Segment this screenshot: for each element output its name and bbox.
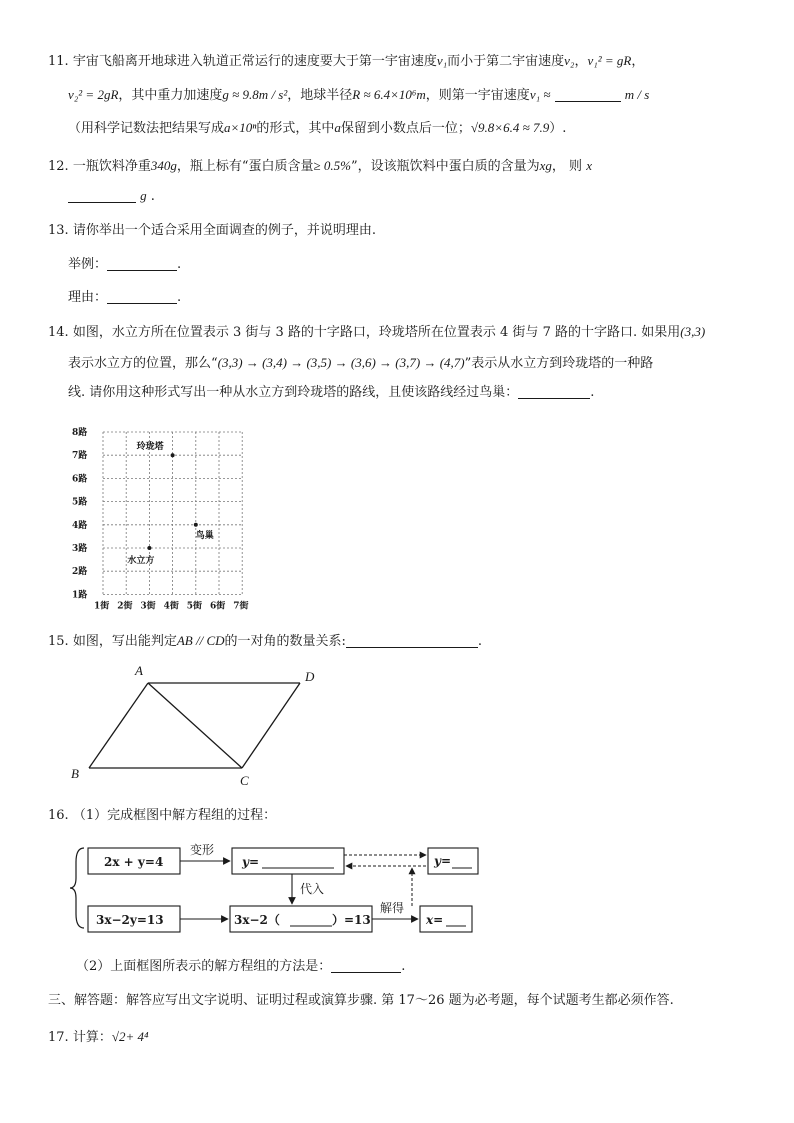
road-label: 3路	[72, 544, 88, 554]
cube-point	[147, 546, 151, 550]
q14-line3: 线. 请你用这种形式写出一种从水立方到玲珑塔的路线，且使该路线经过鸟巢： .	[68, 385, 595, 400]
q11-line1: 11. 宇宙飞船离开地球进入轨道正常运行的速度要大于第一宇宙速度v₁而小于第二宇宙速度v₂，v₁² = gR，	[48, 53, 645, 69]
cube-label: 水立方	[127, 556, 155, 566]
street-label: 7街	[233, 601, 249, 612]
system-brace	[70, 848, 84, 928]
q14-line2: 表示水立方的位置，那么“(3,3) → (3,4) → (3,5) → (3,6) → (3,7) → (4,7)”表示从水立方到玲珑塔的一种路	[68, 355, 654, 371]
road-label: 7路	[72, 451, 88, 462]
q12-line1: 12. 一瓶饮料净重340g，瓶上标有“蛋白质含量≥ 0.5%”，设该瓶饮料中蛋白质的含量为xg， 则 x	[48, 158, 592, 174]
q17-line1: 17. 计算：√2+ 4⁴	[48, 1029, 149, 1045]
tower-label: 玲珑塔	[136, 442, 164, 453]
transform-label: 变形	[190, 843, 215, 857]
label-c: C	[240, 773, 249, 788]
substituted-equation-left: 3x−2（	[234, 913, 280, 927]
q13-reason: 理由： .	[68, 290, 182, 305]
q13-number: 13.	[48, 223, 69, 238]
y-expression-label: y=	[242, 855, 260, 869]
q13-reason-blank[interactable]	[107, 289, 177, 304]
street-label: 5街	[186, 601, 203, 612]
segment-cd	[242, 683, 300, 768]
y-result-label: y=	[434, 854, 452, 868]
x-result-label: x=	[426, 913, 444, 927]
nest-point	[194, 523, 198, 527]
q14-number: 14.	[48, 325, 69, 340]
street-label: 2街	[117, 601, 133, 612]
road-label: 1路	[72, 590, 88, 601]
label-b: B	[71, 766, 79, 781]
q15-answer-blank[interactable]	[346, 633, 478, 648]
q11-number: 11.	[48, 54, 69, 69]
street-label: 1街	[94, 601, 110, 612]
eq1-text: 2x + y=4	[104, 855, 164, 869]
segment-ac	[148, 683, 242, 768]
q11-line2: v₂² = 2gR，其中重力加速度g ≈ 9.8m / s²，地球半径R ≈ 6.4×10⁶m，则第一宇宙速度v₁ ≈ m / s	[68, 87, 650, 103]
q13-example-blank[interactable]	[107, 256, 177, 271]
street-label: 4街	[163, 601, 179, 612]
street-label: 6街	[210, 601, 226, 612]
label-d: D	[305, 669, 315, 684]
q17-number: 17.	[48, 1030, 69, 1045]
eq2-text: 3x−2y=13	[96, 913, 164, 927]
q14-line1: 14. 如图，水立方所在位置表示 3 街与 3 路的十字路口，玲珑塔所在位置表示 4 街与 7 路的十字路口. 如果用(3,3)	[48, 324, 706, 340]
q16-number: 16.	[48, 808, 69, 823]
tower-point	[171, 453, 175, 457]
road-label: 4路	[72, 520, 88, 531]
label-a: A	[135, 663, 143, 678]
substitute-label: 代入	[300, 882, 325, 896]
nest-label: 鸟巢	[195, 530, 214, 541]
q16-flowchart	[62, 838, 492, 942]
q15-parallelogram-figure	[64, 660, 334, 790]
road-label: 2路	[72, 567, 88, 578]
q11-answer-blank[interactable]	[555, 87, 621, 102]
solve-label: 解得	[380, 901, 405, 915]
segment-ab	[89, 683, 148, 768]
q11-sqrt-hint: √9.8×6.4 ≈ 7.9	[470, 120, 550, 135]
q12-number: 12.	[48, 159, 69, 174]
q14-answer-blank[interactable]	[518, 384, 590, 399]
q12-line2: g .	[68, 187, 155, 206]
q16-method-blank[interactable]	[331, 958, 401, 973]
substituted-equation-right: ）=13	[332, 913, 371, 927]
q12-answer-blank[interactable]	[68, 188, 136, 203]
q16-line2: （2）上面框图所表示的解方程组的方法是： .	[76, 959, 406, 974]
street-label: 3街	[140, 601, 156, 612]
q15-line1: 15. 如图，写出能判定AB // CD的一对角的数量关系: .	[48, 633, 483, 649]
q16-line1: 16. （1）完成框图中解方程组的过程：	[48, 808, 277, 823]
q15-number: 15.	[48, 634, 69, 649]
q13-line1: 13. 请你举出一个适合采用全面调查的例子，并说明理由.	[48, 223, 376, 238]
road-label: 6路	[72, 474, 88, 485]
q13-example: 举例： .	[68, 257, 182, 272]
road-label: 5路	[72, 497, 88, 508]
road-label: 8路	[72, 428, 88, 438]
q14-street-grid	[70, 422, 270, 614]
q11-line3: （用科学记数法把结果写成a×10ⁿ的形式，其中a保留到小数点后一位；√9.8×6.4 ≈ 7.9）.	[68, 120, 567, 136]
section3-heading: 三、解答题：解答应写出文字说明、证明过程或演算步骤. 第 17～26 题为必考题，每个试题考生都必须作答.	[48, 993, 674, 1008]
